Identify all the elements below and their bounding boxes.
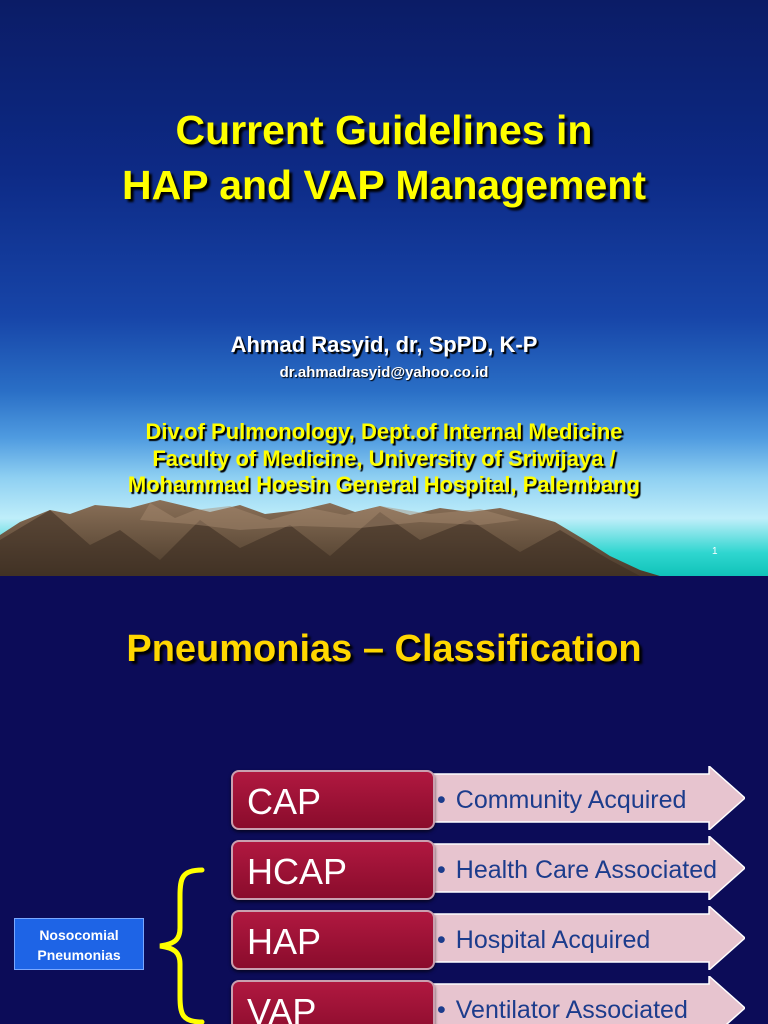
group-label-line-1: Nosocomial [39,927,119,943]
curly-brace-icon [150,866,210,1024]
title-line-2: HAP and VAP Management [121,162,646,208]
classification-row-cap [0,770,768,834]
classification-description [437,770,686,830]
classification-row-vap [0,980,768,1024]
bullet: • [437,926,446,954]
nosocomial-pneumonias-label [14,918,144,970]
description-text: Health Care Associated [455,856,718,884]
classification-box: HAP [231,910,435,970]
description-text: Community Acquired [455,786,687,814]
affiliation [0,418,768,498]
bullet: • [437,996,446,1024]
author-email: dr.ahmadrasyid@yahoo.co.id [279,364,489,381]
bullet: • [437,786,446,814]
classification-description [437,980,688,1024]
author-name: Ahmad Rasyid, dr, SpPD, K-P [230,332,538,357]
affiliation-line-3: Mohammad Hoesin General Hospital, Palembang [127,472,641,497]
classification-description [437,840,717,900]
affiliation-line-1: Div.of Pulmonology, Dept.of Internal Medicine [145,419,623,444]
group-label-line-2: Pneumonias [37,947,121,963]
classification-box: HCAP [231,840,435,900]
affiliation-line-2: Faculty of Medicine, University of Sriwijaya / [152,446,616,471]
title-line-1: Current Guidelines in [175,107,593,153]
page-number: 1 [712,546,718,557]
description-text: Hospital Acquired [455,926,651,954]
description-text: Ventilator Associated [455,996,688,1024]
classification-box: VAP [231,980,435,1024]
classification-row-hcap [0,840,768,904]
classification-slide [0,576,768,1024]
slide-title: Pneumonias – Classification [126,628,642,670]
classification-box: CAP [231,770,435,830]
bullet: • [437,856,446,884]
presentation-title [0,103,768,213]
classification-description [437,910,650,970]
